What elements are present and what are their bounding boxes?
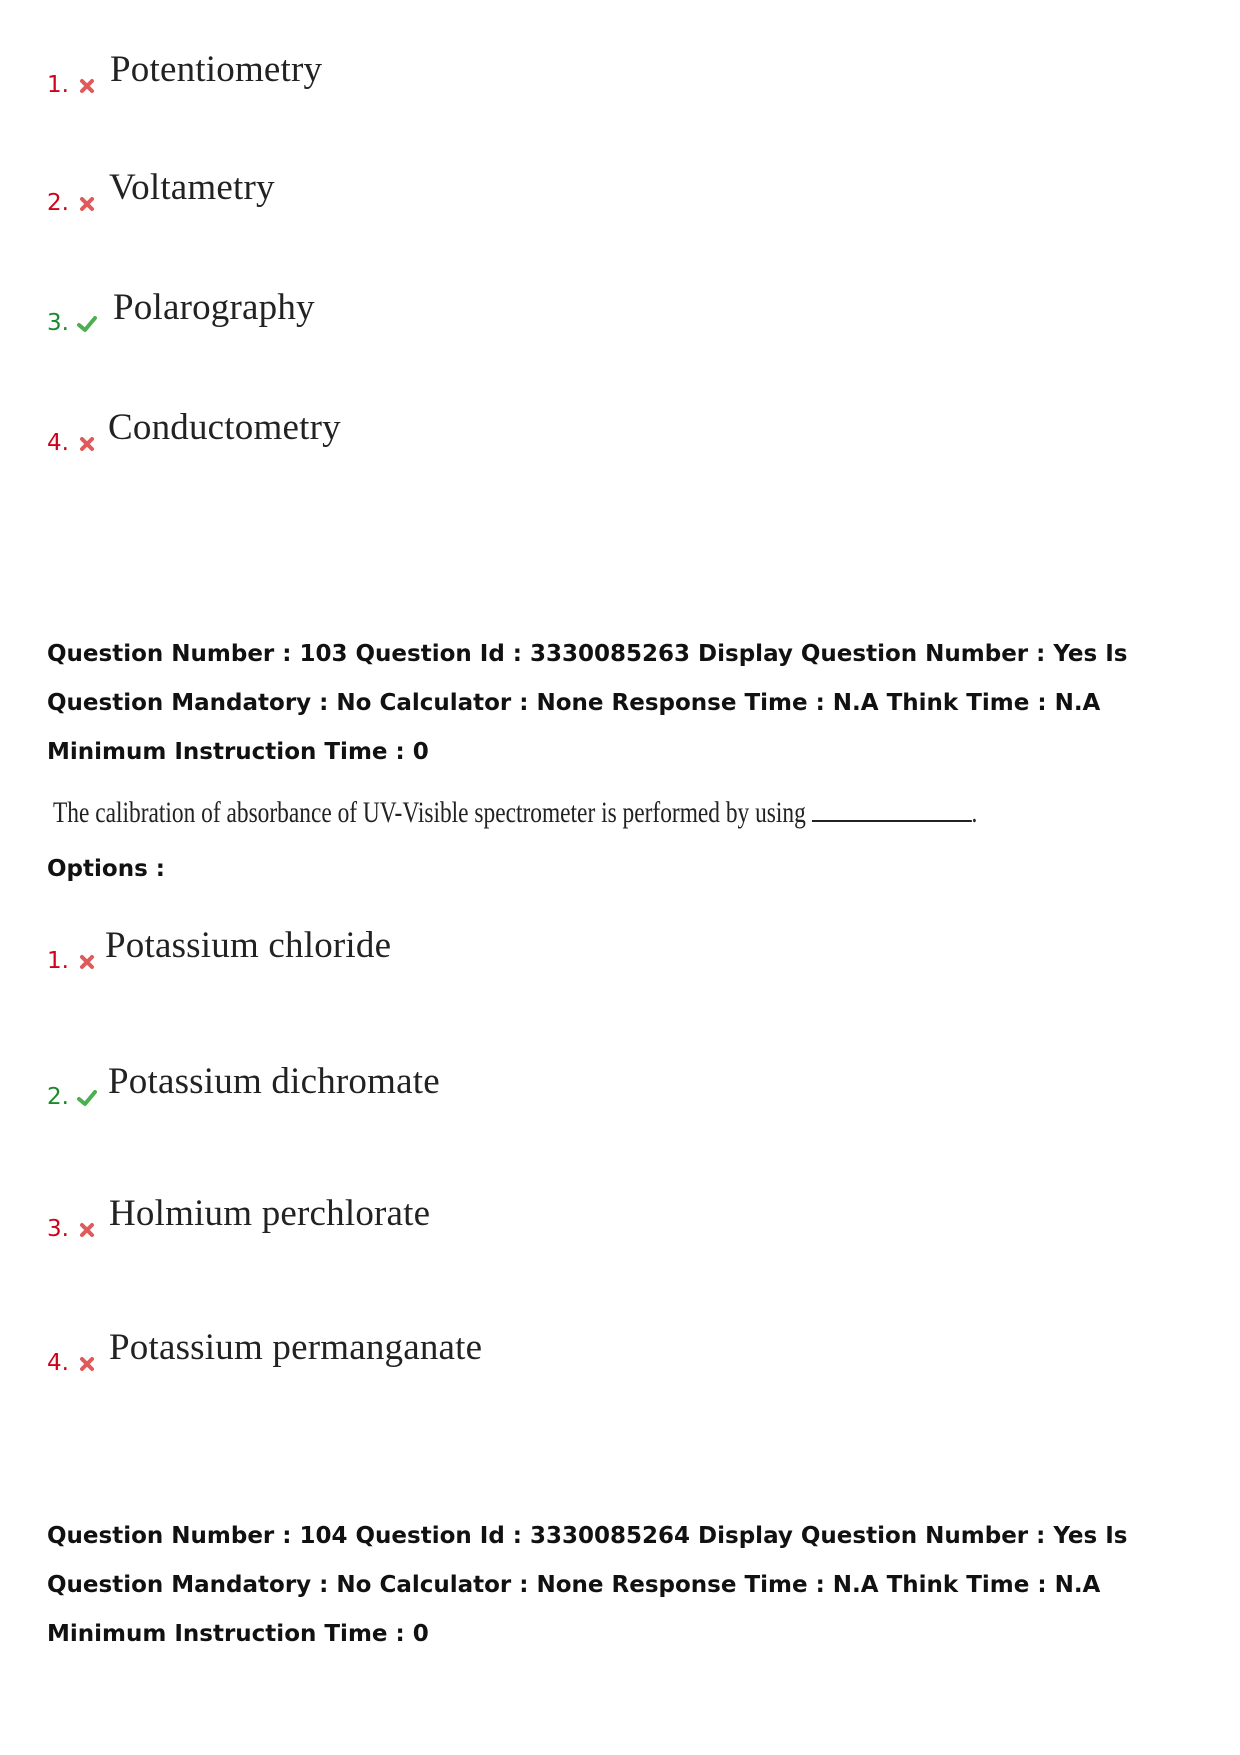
option-row [47, 49, 747, 98]
option-row [47, 407, 747, 456]
option-text: Voltametry [109, 167, 275, 208]
option-text: Potassium permanganate [109, 1327, 483, 1368]
cross-icon [77, 1354, 97, 1374]
option-row [47, 167, 747, 216]
option-number: 3. [47, 310, 69, 336]
cross-icon [77, 952, 97, 972]
check-icon [77, 314, 97, 334]
option-number: 1. [47, 948, 69, 974]
option-number: 2. [47, 1084, 69, 1110]
option-text: Potassium chloride [105, 925, 392, 966]
answer-blank [812, 798, 972, 822]
option-text: Holmium perchlorate [109, 1193, 431, 1234]
question-meta: Question Number : 104 Question Id : 3330085264 Display Question Number : Yes Is Question Mandatory : No Calculator : None Response Time : N.A Think Time : N.A Minimum Instruction Time : 0 [47, 1523, 1128, 1647]
question-text [53, 796, 977, 830]
option-number: 4. [47, 1350, 69, 1376]
option-row [47, 1193, 747, 1242]
option-text: Potentiometry [110, 49, 323, 90]
option-number: 4. [47, 430, 69, 456]
question-stem: The calibration of absorbance of UV-Visible spectrometer is performed by using [53, 796, 806, 829]
cross-icon [77, 76, 97, 96]
cross-icon [77, 434, 97, 454]
check-icon [77, 1088, 97, 1108]
option-text: Potassium dichromate [108, 1061, 440, 1102]
option-text: Polarography [113, 287, 315, 328]
option-number: 3. [47, 1216, 69, 1242]
option-number: 2. [47, 190, 69, 216]
option-row [47, 287, 747, 336]
option-row [47, 1061, 747, 1110]
question-end: . [971, 796, 978, 829]
option-number: 1. [47, 72, 69, 98]
option-row [47, 925, 747, 974]
options-label: Options : [47, 856, 165, 882]
question-meta: Question Number : 103 Question Id : 3330085263 Display Question Number : Yes Is Question Mandatory : No Calculator : None Response Time : N.A Think Time : N.A Minimum Instruction Time : 0 [47, 641, 1128, 765]
option-text: Conductometry [108, 407, 341, 448]
cross-icon [77, 194, 97, 214]
cross-icon [77, 1220, 97, 1240]
option-row [47, 1327, 747, 1376]
